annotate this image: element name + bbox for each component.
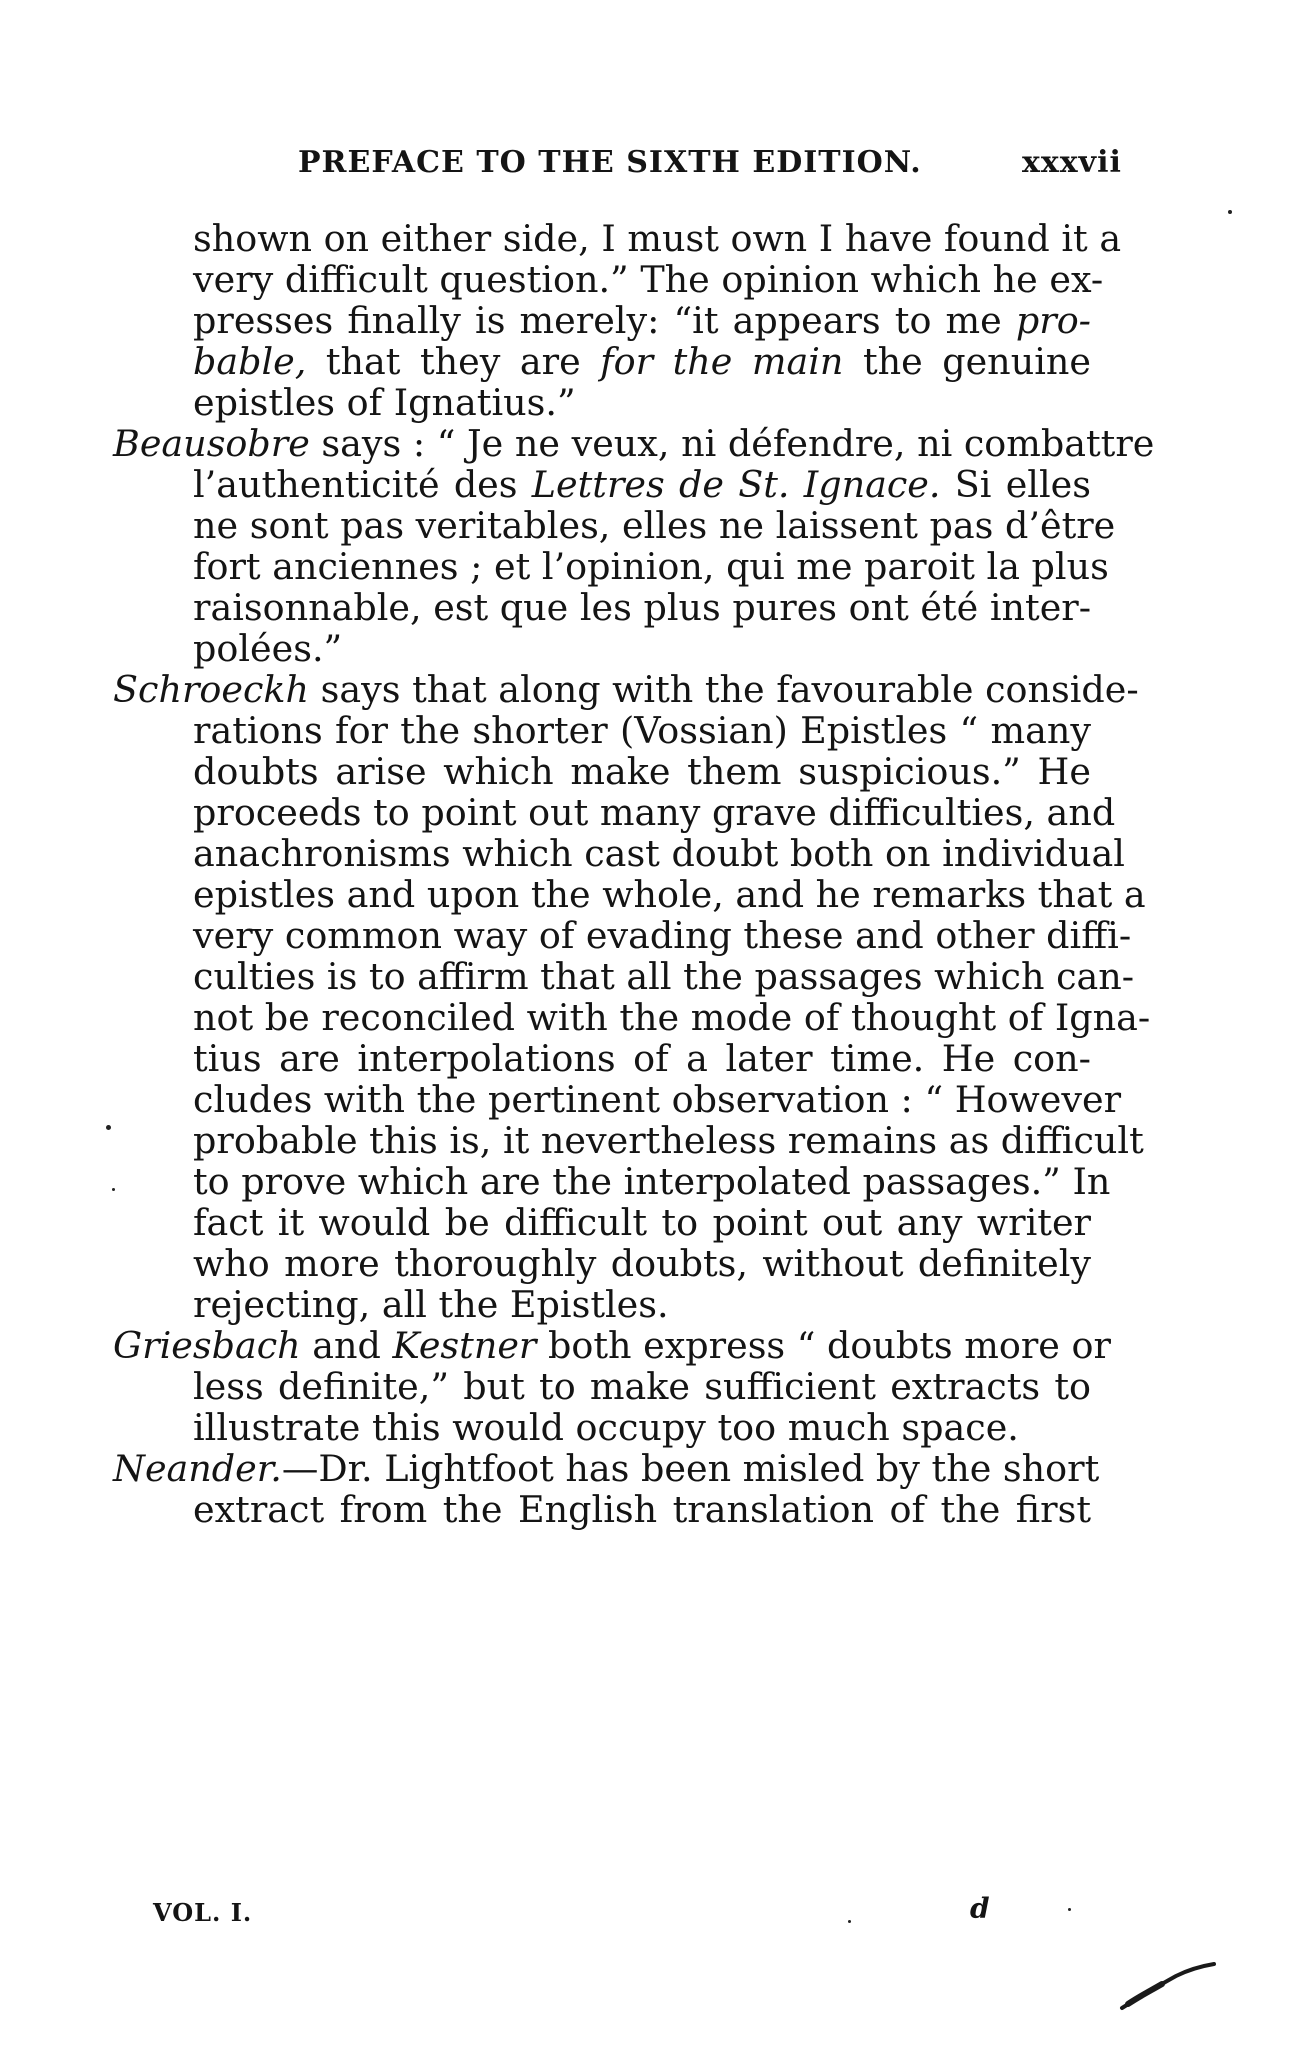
pen-stroke-mark bbox=[1118, 1958, 1218, 2018]
scan-speck bbox=[1228, 210, 1232, 214]
author-name: Beausobre bbox=[113, 422, 310, 465]
scan-speck bbox=[1068, 1908, 1071, 1911]
text-fragment bbox=[653, 340, 673, 383]
scan-speck bbox=[106, 1125, 111, 1130]
text-fragment: —Dr. Lightfoot has been misled by the short bbox=[281, 1447, 1100, 1490]
text-line: rejecting, all the Epistles. bbox=[193, 1283, 669, 1326]
text-line: very common way of evading these and other diffi- bbox=[193, 914, 1132, 957]
author-name: Neander. bbox=[113, 1447, 282, 1490]
text-fragment: both express “ doubts more or bbox=[536, 1324, 1111, 1367]
text-fragment: Si elles bbox=[940, 463, 1091, 506]
running-title: PREFACE TO THE SIXTH EDITION. bbox=[298, 145, 922, 180]
italic-word: bable, bbox=[193, 340, 307, 383]
text-line: who more thoroughly doubts, without definitely bbox=[193, 1242, 1091, 1285]
scan-speck bbox=[112, 1188, 115, 1191]
text-line: culties is to affirm that all the passages which can- bbox=[193, 955, 1135, 998]
text-line: proceeds to point out many grave difficulties, and bbox=[193, 791, 1116, 834]
page-number: xxxvii bbox=[1022, 145, 1122, 180]
text-line: not be reconciled with the mode of thought of Igna- bbox=[193, 996, 1151, 1039]
italic-word: the bbox=[672, 340, 733, 383]
text-line: raisonnable, est que les plus pures ont été inter- bbox=[193, 586, 1092, 629]
text-fragment bbox=[732, 340, 752, 383]
text-fragment: says : “ Je ne veux, ni défendre, ni combattre bbox=[309, 422, 1155, 465]
text-line: illustrate this would occupy too much space. bbox=[193, 1406, 1019, 1449]
text-fragment: the genuine bbox=[843, 340, 1091, 383]
text-line: polées.” bbox=[193, 627, 343, 670]
text-line: very difficult question.” The opinion which he ex- bbox=[193, 258, 1104, 301]
text-fragment: l’authenticité des bbox=[193, 463, 532, 506]
text-line: ne sont pas veritables, elles ne laissent pas d’être bbox=[193, 504, 1116, 547]
italic-word: St. bbox=[738, 463, 790, 506]
text-line: extract from the English translation of the first bbox=[193, 1488, 1091, 1531]
text-line: epistles and upon the whole, and he remarks that a bbox=[193, 873, 1146, 916]
text-line: shown on either side, I must own I have found it a bbox=[193, 217, 1122, 260]
text-line: probable this is, it nevertheless remains as difficult bbox=[193, 1119, 1144, 1162]
italic-word: for bbox=[600, 340, 654, 383]
text-line: less definite,” but to make sufficient extracts to bbox=[193, 1365, 1091, 1408]
volume-mark: VOL. I. bbox=[153, 1898, 253, 1927]
signature-mark: d bbox=[970, 1892, 990, 1925]
text-line: doubts arise which make them suspicious.” He bbox=[193, 750, 1091, 793]
text-line: tius are interpolations of a later time. He con- bbox=[193, 1037, 1091, 1080]
text-fragment: that they are bbox=[306, 340, 601, 383]
author-name: Griesbach bbox=[113, 1324, 301, 1367]
running-head bbox=[0, 145, 1293, 189]
text-line: fort anciennes ; et l’opinion, qui me paroit la plus bbox=[193, 545, 1109, 588]
text-line: cludes with the pertinent observation : “ However bbox=[193, 1078, 1122, 1121]
italic-word: de bbox=[679, 463, 724, 506]
text-line: to prove which are the interpolated passages.” In bbox=[193, 1160, 1111, 1203]
italic-word: pro- bbox=[1015, 299, 1091, 342]
text-fragment: and bbox=[300, 1324, 393, 1367]
page-footer bbox=[0, 1892, 1293, 1938]
text-fragment: presses finally is merely: “it appears to me bbox=[193, 299, 1016, 342]
author-name: Schroeckh bbox=[113, 668, 310, 711]
scan-speck bbox=[848, 1920, 851, 1923]
author-name: Kestner bbox=[392, 1324, 537, 1367]
text-line: rations for the shorter (Vossian) Epistles “ many bbox=[193, 709, 1091, 752]
italic-word: Lettres bbox=[531, 463, 665, 506]
text-line: epistles of Ignatius.” bbox=[193, 381, 576, 424]
italic-word: main bbox=[751, 340, 844, 383]
italic-word: Ignace. bbox=[803, 463, 941, 506]
text-line: anachronisms which cast doubt both on individual bbox=[193, 832, 1125, 875]
text-line: fact it would be difficult to point out any writer bbox=[193, 1201, 1091, 1244]
text-fragment: says that along with the favourable conside- bbox=[309, 668, 1139, 711]
